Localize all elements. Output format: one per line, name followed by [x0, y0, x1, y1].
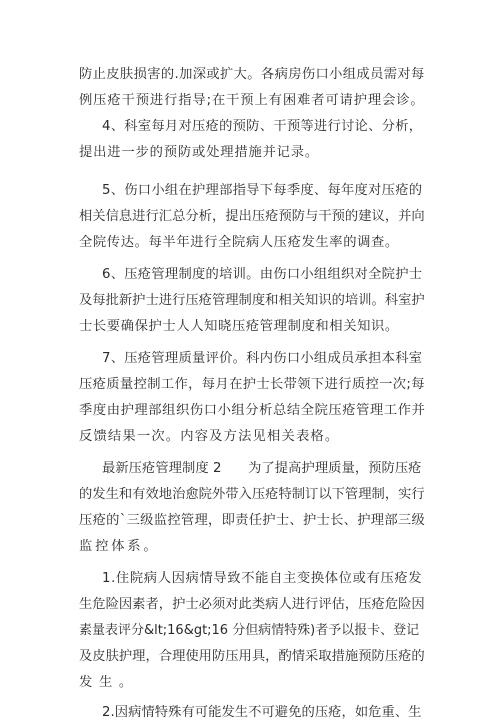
text-line-5: 5、伤口小组在护理部指导下每季度、每年度对压疮的 [102, 183, 423, 198]
text-line-7: 全院传达。每半年进行全院病人压疮发生率的调查。 [79, 235, 399, 250]
text-line-1: 防止皮肤损害的.加深或扩大。各病房伤口小组成员需对每 [79, 67, 425, 82]
text-line-12: 压疮质量控制工作，每月在护士长带领下进行质控一次;每 [79, 377, 425, 392]
text-line-10: 士长要确保护士人人知晓压疮管理制度和相关知识。 [79, 319, 399, 334]
text-line-8: 6、压疮管理制度的培训。由伤口小组组织对全院护士 [102, 267, 423, 282]
text-line-17: 压疮的`三级监控管理，即责任护士、护士长、护理部三级 [79, 513, 426, 528]
text-line-23: 发生。 [79, 675, 139, 690]
text-line-2: 例压疮干预进行指导;在干预上有困难者可请护理会诊。 [79, 93, 425, 108]
text-line-11: 7、压疮管理质量评价。科内伤口小组成员承担本科室 [102, 351, 423, 366]
text-line-24: 2.因病情特殊有可能发生不可避免的压疮，如危重、生 [102, 705, 422, 720]
text-line-22: 及皮肤护理，合理使用防压用具，酌情采取措施预防压疮的 [79, 649, 425, 664]
text-line-15: 最新压疮管理制度 2 为了提高护理质量，预防压疮 [102, 461, 422, 476]
text-line-14: 反馈结果一次。内容及方法见相关表格。 [79, 429, 340, 444]
text-line-13: 季度由护理部组织伤口小组分析总结全院压疮管理工作并 [79, 403, 426, 418]
text-line-19: 1.住院病人因病情导致不能自主变换体位或有压疮发 [102, 571, 423, 586]
text-line-3: 4、科室每月对压疮的预防、干预等进行讨论、分析， [102, 119, 423, 134]
text-line-4: 提出进一步的预防或处理措施并记录。 [79, 145, 320, 160]
text-line-20: 生危险因素者，护士必须对此类病人进行评估，压疮危险因 [79, 597, 425, 612]
text-line-9: 及每批新护士进行压疮管理制度和相关知识的培训。科室护 [79, 293, 425, 308]
text-line-21: 素量表评分&lt;16&gt;16 分但病情特殊)者予以报卡、登记 [79, 623, 420, 638]
text-line-18: 监控体系。 [79, 539, 160, 554]
text-line-6: 相关信息进行汇总分析，提出压疮预防与干预的建议，并向 [79, 209, 425, 224]
text-line-16: 的发生和有效地治愈院外带入压疮特制订以下管理制，实行 [79, 487, 425, 502]
